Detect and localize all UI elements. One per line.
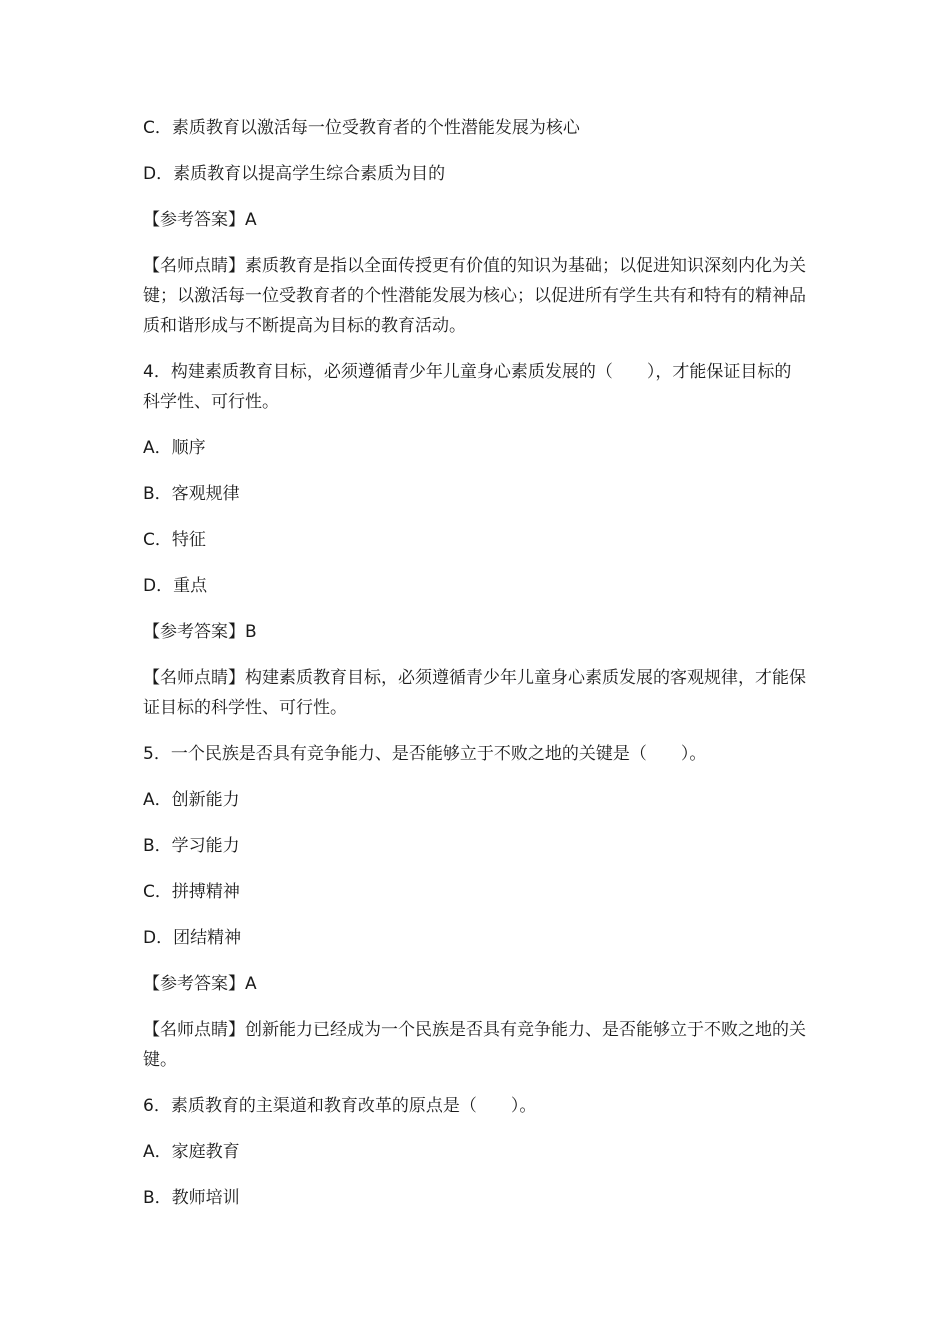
option-b-q4: B．客观规律 — [143, 484, 240, 504]
answer-q3: 【参考答案】A — [143, 210, 257, 230]
option-b-q6: B．教师培训 — [143, 1188, 240, 1208]
option-b-q5: B．学习能力 — [143, 836, 240, 856]
option-d-q4: D．重点 — [143, 576, 208, 596]
question-4: 4．构建素质教育目标，必须遵循青少年儿童身心素质发展的（ ），才能保证目标的科学性、可行性。 — [143, 362, 792, 412]
option-a-q6: A．家庭教育 — [143, 1142, 240, 1162]
explanation-q5: 【名师点睛】创新能力已经成为一个民族是否具有竞争能力、是否能够立于不败之地的关键。 — [143, 1020, 806, 1070]
document-page — [143, 113, 808, 1213]
answer-q5: 【参考答案】A — [143, 974, 257, 994]
explanation-q3: 【名师点睛】素质教育是指以全面传授更有价值的知识为基础；以促进知识深刻内化为关键；以激活每一位受教育者的个性潜能发展为核心；以促进所有学生共有和特有的精神品质和谐形成与不断提高为目标的教育活动。 — [143, 256, 806, 336]
option-d-q3: D．素质教育以提高学生综合素质为目的 — [143, 164, 446, 184]
option-c-q4: C．特征 — [143, 530, 206, 550]
answer-q4: 【参考答案】B — [143, 622, 257, 642]
option-a-q5: A．创新能力 — [143, 790, 240, 810]
explanation-q4: 【名师点睛】构建素质教育目标，必须遵循青少年儿童身心素质发展的客观规律，才能保证目标的科学性、可行性。 — [143, 668, 806, 718]
question-5: 5．一个民族是否具有竞争能力、是否能够立于不败之地的关键是（ ）。 — [143, 744, 707, 764]
option-c-q3: C．素质教育以激活每一位受教育者的个性潜能发展为核心 — [143, 118, 580, 138]
option-c-q5: C．拼搏精神 — [143, 882, 240, 902]
question-6: 6．素质教育的主渠道和教育改革的原点是（ ）。 — [143, 1096, 537, 1116]
option-a-q4: A．顺序 — [143, 438, 206, 458]
option-d-q5: D．团结精神 — [143, 928, 242, 948]
